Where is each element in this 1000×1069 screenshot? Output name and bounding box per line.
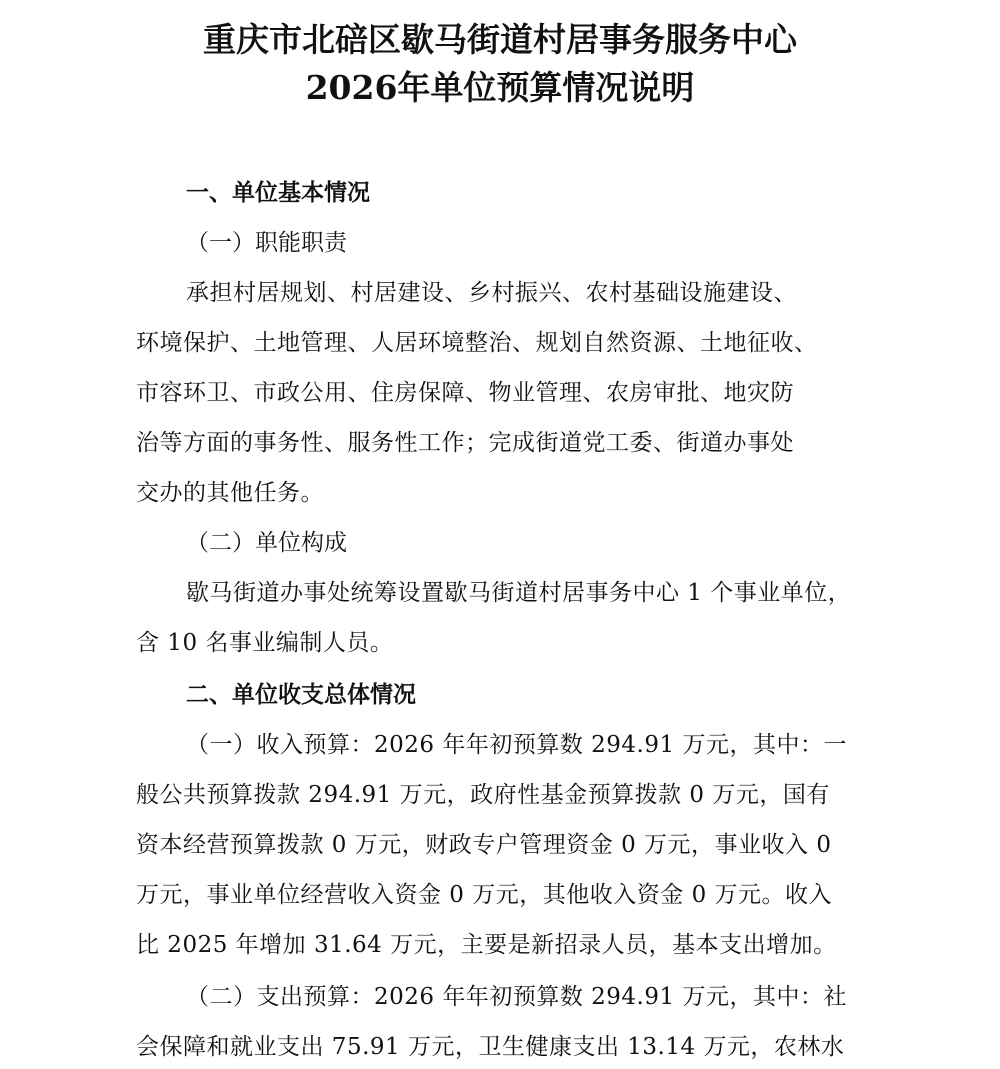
- section-1-2-heading: （二）单位构成: [186, 530, 347, 556]
- paragraph-line: 环境保护、土地管理、人居环境整治、规划自然资源、土地征收、: [136, 330, 818, 356]
- paragraph-line: 资本经营预算拨款 0 万元，财政专户管理资金 0 万元，事业收入 0: [136, 832, 832, 858]
- paragraph-line: 比 2025 年增加 31.64 万元，主要是新招录人员，基本支出增加。: [136, 932, 837, 958]
- document-title-line-2: 2026年单位预算情况说明: [305, 68, 695, 107]
- paragraph-line: 会保障和就业支出 75.91 万元，卫生健康支出 13.14 万元，农林水: [136, 1034, 845, 1060]
- paragraph-line: （二）支出预算：2026 年年初预算数 294.91 万元，其中：社: [186, 984, 847, 1010]
- paragraph-line: 交办的其他任务。: [136, 480, 324, 506]
- paragraph-line: 般公共预算拨款 294.91 万元，政府性基金预算拨款 0 万元，国有: [136, 782, 830, 808]
- paragraph-line: 治等方面的事务性、服务性工作；完成街道党工委、街道办事处: [136, 430, 794, 456]
- section-1-1-heading: （一）职能职责: [186, 230, 347, 256]
- section-1-heading: 一、单位基本情况: [186, 180, 370, 206]
- paragraph-line: 承担村居规划、村居建设、乡村振兴、农村基础设施建设、: [186, 280, 797, 306]
- paragraph-line: 歇马街道办事处统筹设置歇马街道村居事务中心 1 个事业单位，: [186, 580, 852, 606]
- section-2-heading: 二、单位收支总体情况: [186, 682, 416, 708]
- paragraph-line: 万元，事业单位经营收入资金 0 万元，其他收入资金 0 万元。收入: [136, 882, 833, 908]
- paragraph-line: （一）收入预算：2026 年年初预算数 294.91 万元，其中：一: [186, 732, 847, 758]
- paragraph-line: 市容环卫、市政公用、住房保障、物业管理、农房审批、地灾防: [136, 380, 794, 406]
- document-title-line-1: 重庆市北碚区歇马街道村居事务服务中心: [203, 20, 797, 59]
- paragraph-line: 含 10 名事业编制人员。: [136, 630, 394, 656]
